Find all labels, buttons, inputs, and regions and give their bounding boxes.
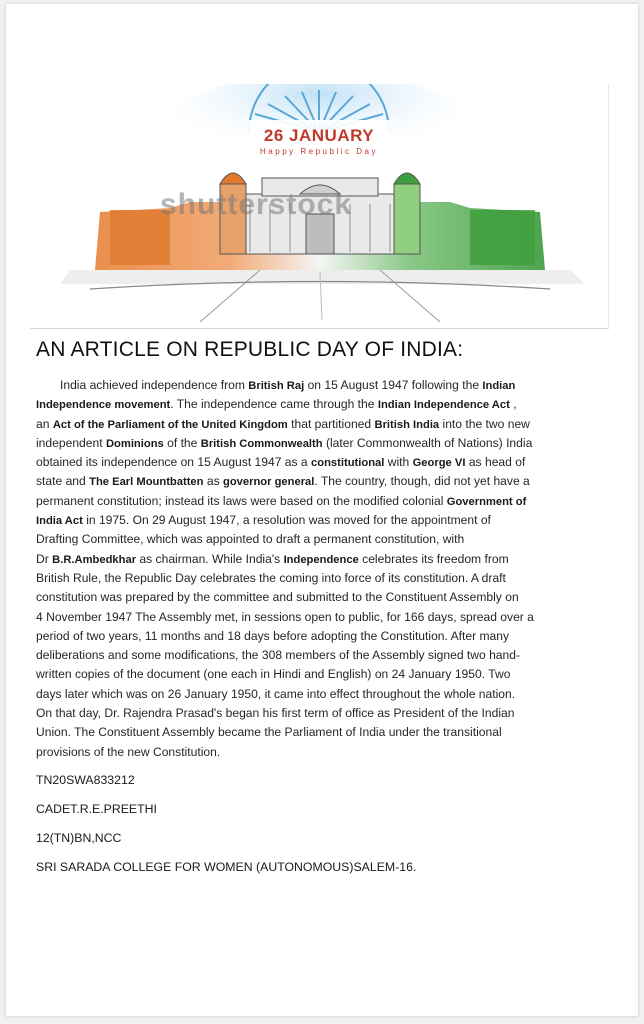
- article-text: of the: [163, 435, 201, 450]
- article-line: [36, 685, 556, 704]
- article-line: [36, 453, 556, 472]
- article-line: [36, 646, 556, 665]
- article-text: on 15 August 1947 following the: [304, 378, 483, 392]
- article-line: [36, 395, 556, 414]
- article-text: that partitioned: [287, 416, 375, 431]
- article-text: with: [384, 455, 413, 470]
- article-link-term: Independence movement: [36, 399, 171, 412]
- banner-title: 26 JANUARY: [263, 126, 375, 145]
- article-link-term: governor general: [223, 476, 315, 489]
- article-link-term: India Act: [36, 515, 83, 528]
- article-link-term: British Raj: [248, 380, 305, 392]
- article-text: period of two years, 11 months and 18 days before adopting the Constitution. After many: [36, 628, 510, 643]
- article-text: in 1975. On 29 August 1947, a resolution was moved for the appointment of: [82, 513, 491, 528]
- article-link-term: Indian: [482, 380, 516, 392]
- article-text: constitution was prepared by the committee and submitted to the Constituent Assembly on: [36, 590, 519, 605]
- article-text: On that day, Dr. Rajendra Prasad's began his first term of office as President of the Indian: [36, 706, 515, 721]
- article-line: [36, 627, 556, 646]
- article-text: an: [36, 416, 53, 431]
- article-text: provisions of the new Constitution.: [36, 744, 221, 759]
- article-line: [36, 530, 556, 549]
- article-text: obtained its independence on 15 August 1947 as a: [36, 455, 312, 470]
- cadet-id: TN20SWA833212: [36, 773, 135, 787]
- article-text: Dr: [36, 551, 53, 566]
- article-text: days later which was on 26 January 1950, it came into effect throughout the whole nation.: [36, 686, 516, 701]
- cadet-unit: 12(TN)BN,NCC: [36, 831, 122, 845]
- article-line: [36, 550, 556, 569]
- article-text: Drafting Committee, which was appointed to draft a permanent constitution, with: [36, 532, 465, 547]
- article-line: [36, 608, 556, 627]
- article-line: [36, 723, 556, 742]
- article-text: . The country, though, did not yet have a: [314, 474, 530, 489]
- article-link-term: The Earl Mountbatten: [89, 476, 204, 489]
- article-text: as: [203, 474, 223, 489]
- article-text: Union. The Constituent Assembly became the Parliament of India under the transitional: [36, 725, 502, 740]
- article-text: 4 November 1947 The Assembly met, in sessions open to public, for 166 days, spread over a: [36, 609, 534, 624]
- article-line: [36, 588, 556, 607]
- article-link-term: constitutional: [311, 457, 385, 470]
- article-line: [36, 492, 556, 511]
- article-text: (later Commonwealth of Nations) India: [322, 435, 533, 450]
- article-line: [36, 665, 556, 684]
- article-text: India achieved independence from: [60, 378, 249, 392]
- article-text: state and: [36, 474, 90, 489]
- article-link-term: George VI: [412, 457, 466, 470]
- banner-subtitle: Happy Republic Day: [260, 147, 378, 156]
- republic-day-banner: [30, 84, 609, 329]
- article-text: British Rule, the Republic Day celebrates the coming into force of its constitution. A draft: [36, 570, 506, 585]
- article-text: deliberations and some modifications, the 308 members of the Assembly signed two hand-: [36, 648, 521, 663]
- article-link-term: Indian Independence Act: [377, 399, 510, 412]
- article-line: [36, 415, 556, 434]
- article-text: permanent constitution; instead its laws were based on the modified colonial: [36, 493, 447, 508]
- article-link-term: B.R.Ambedkhar: [52, 553, 137, 566]
- article-text: independent: [36, 435, 106, 450]
- article-link-term: Independence: [283, 553, 359, 566]
- article-text: as chairman. While India's: [136, 551, 284, 566]
- article-text: ,: [509, 397, 517, 412]
- article-link-term: Government of: [446, 495, 527, 508]
- stock-watermark: shutterstock: [160, 188, 353, 221]
- article-text: celebrates its freedom from: [358, 551, 509, 566]
- article-link-term: Act of the Parliament of the United Kingdom: [52, 418, 288, 431]
- article-line: [36, 569, 556, 588]
- article-heading: AN ARTICLE ON REPUBLIC DAY OF INDIA:: [36, 338, 464, 361]
- cadet-name: CADET.R.E.PREETHI: [36, 802, 157, 816]
- article-line: [36, 376, 556, 395]
- article-line: [36, 704, 556, 723]
- article-line: [36, 511, 556, 530]
- article-line: [36, 434, 556, 453]
- article-text: . The independence came through the: [170, 397, 378, 412]
- article-line: [36, 472, 556, 491]
- article-text: as head of: [465, 455, 526, 470]
- article-body: [36, 376, 556, 762]
- article-line: [36, 743, 556, 762]
- article-link-term: British India: [374, 418, 440, 431]
- article-link-term: British Commonwealth: [200, 437, 323, 450]
- article-link-term: Dominions: [105, 437, 164, 450]
- article-text: written copies of the document (one each in Hindi and English) on 24 January 1950. Two: [36, 667, 511, 682]
- college-name: SRI SARADA COLLEGE FOR WOMEN (AUTONOMOUS)SALEM-16.: [36, 860, 417, 874]
- article-text: into the two new: [439, 416, 530, 431]
